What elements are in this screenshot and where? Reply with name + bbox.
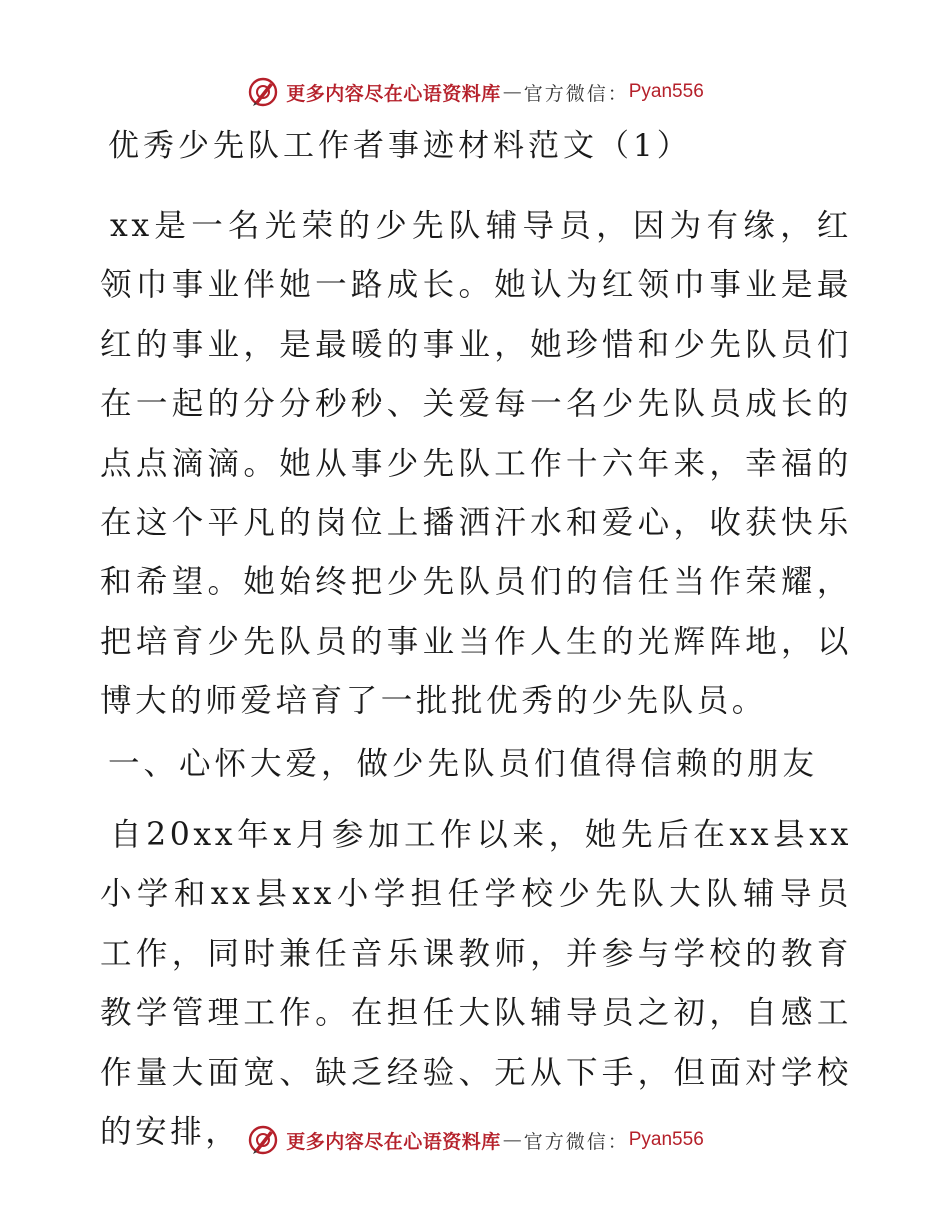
brand-name: 更多内容尽在心语资料库: [286, 82, 501, 105]
footer-watermark-banner: [0, 1120, 950, 1160]
pen-logo-icon: [246, 1123, 280, 1157]
separator: —: [502, 1129, 522, 1151]
contact-label: 官方微信：: [523, 1130, 629, 1153]
section-heading-1: 一、心怀大爱，做少先队员们值得信赖的朋友: [108, 746, 819, 782]
document-title: 优秀少先队工作者事迹材料范文（1）: [108, 128, 692, 164]
pen-logo-icon: [246, 75, 280, 109]
separator: —: [502, 81, 522, 103]
wechat-id: Pyan556: [628, 81, 704, 102]
header-watermark-banner: [0, 72, 950, 112]
body-paragraph-2: 自20xx年x月参加工作以来，她先后在xx县xx小学和xx县xx小学担任学校少先队大队辅导员工作，同时兼任音乐课教师，并参与学校的教育教学管理工作。在担任大队辅导员之初，自感工作量大面宽、缺乏经验、无从下手，但面对学校的安排，: [100, 817, 852, 1151]
contact-label: 官方微信：: [523, 82, 629, 105]
wechat-id: Pyan556: [628, 1129, 704, 1150]
brand-name: 更多内容尽在心语资料库: [286, 1130, 501, 1153]
body-paragraph-1: xx是一名光荣的少先队辅导员，因为有缘，红领巾事业伴她一路成长。她认为红领巾事业是最红的事业，是最暖的事业，她珍惜和少先队员们在一起的分分秒秒、关爱每一名少先队员成长的点点滴滴。她从事少先队工作十六年来，幸福的在这个平凡的岗位上播洒汗水和爱心，收获快乐和希望。她始终把少先队员们的信任当作荣耀，把培育少先队员的事业当作人生的光辉阵地，以博大的师爱培育了一批批优秀的少先队员。: [100, 208, 852, 720]
